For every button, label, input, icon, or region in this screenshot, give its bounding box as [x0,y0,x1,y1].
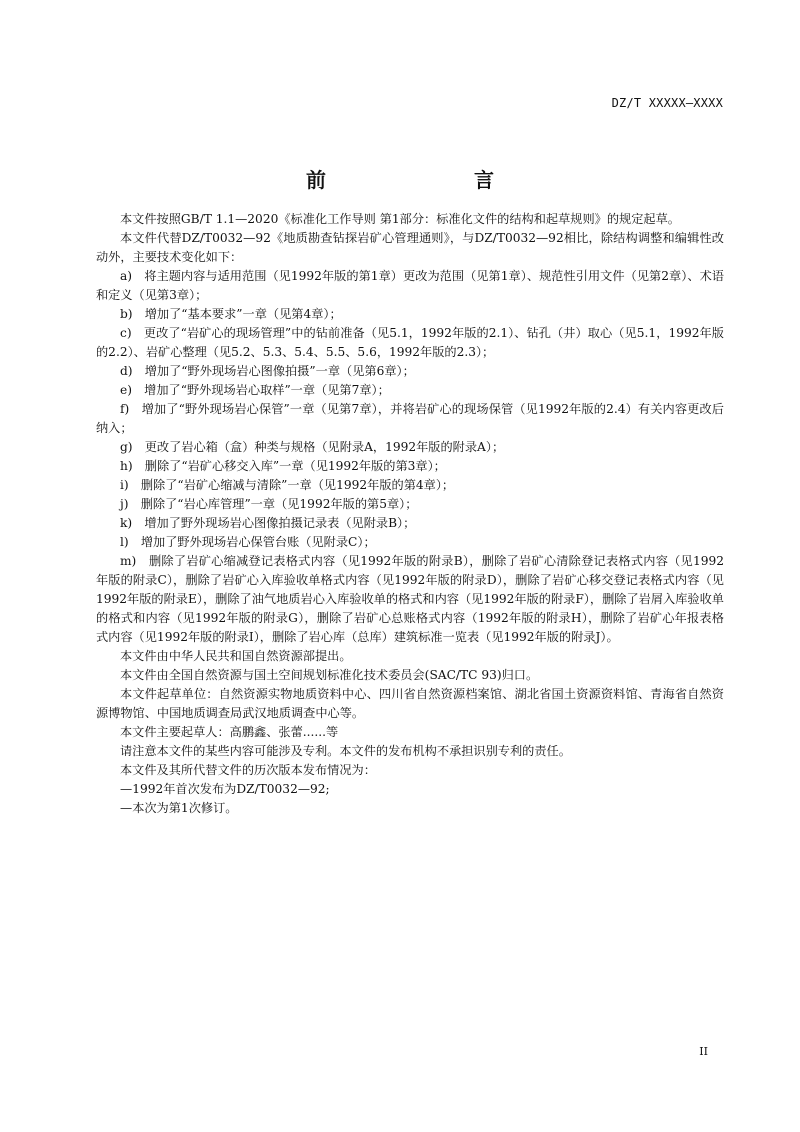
list-item-j: j) 删除了“岩心库管理”一章（见1992年版的第5章）； [120,497,418,511]
list-item-e: e) 增加了“野外现场岩心取样”一章（见第7章）； [120,383,390,397]
list-item-b: b) 增加了“基本要求”一章（见第4章）； [120,307,342,321]
paragraph-drafters: 本文件主要起草人：高鹏鑫、张蕾......等 [120,725,339,739]
history-item-revision: —本次为第1次修订。 [120,801,238,815]
paragraph-scope-basis: 本文件按照GB/T 1.1—2020《标准化工作导则 第1部分：标准化文件的结构和起草规则》的规定起草。 [120,212,680,226]
list-item-d: d) 增加了“野外现场岩心图像拍摄”一章（见第6章）； [120,364,415,378]
history-item-first: —1992年首次发布为DZ/T0032—92; [120,782,330,796]
list-item-c: c) 更改了“岩矿心的现场管理”中的钻前准备（见5.1，1992年版的2.1）、钻孔（井）取心（见5.1，1992年版的2.2）、岩矿心整理（见5.2、5.3、5.4、5.5、5.6，1992年版的2.3）； [96,326,724,359]
list-item-a: a) 将主题内容与适用范围（见1992年版的第1章）更改为范围（见第1章）、规范性引用文件（见第2章）、术语和定义（见第3章）； [96,269,724,302]
paragraph-replacement: 本文件代替DZ/T0032—92《地质勘查钻探岩矿心管理通则》，与DZ/T0032—92相比，除结构调整和编辑性改动外，主要技术变化如下： [96,231,724,264]
list-item-k: k) 增加了野外现场岩心图像拍摄记录表（见附录B）； [120,516,416,530]
paragraph-proposer: 本文件由中华人民共和国自然资源部提出。 [120,649,352,663]
list-item-i: i) 删除了“岩矿心缩减与清除”一章（见1992年版的第4章）； [120,478,455,492]
paragraph-committee: 本文件由全国自然资源与国土空间规划标准化技术委员会(SAC/TC 93)归口。 [120,668,539,682]
list-item-l: l) 增加了野外现场岩心保管台账（见附录C）； [120,535,376,549]
page-number: II [699,1045,708,1058]
list-item-h: h) 删除了“岩矿心移交入库”一章（见1992年版的第3章）； [120,459,446,473]
document-code: DZ/T XXXXX—XXXX [611,96,723,110]
page-title: 前 言 [306,168,530,192]
list-item-m: m) 删除了岩矿心缩减登记表格式内容（见1992年版的附录B），删除了岩矿心清除登记表格式内容（见1992年版的附录C），删除了岩矿心入库验收单格式内容（见1992年版的附录D），删除了岩矿心移交登记表格式内容（见1992年版的附录E），删除了油气地质岩心入库验收单的格式和内容（见1992年版的附录F），删除了岩屑入库验收单的格式和内容（见1992年版的附录G），删除了岩矿心总账格式内容（1992年版的附录H），删除了岩矿心年报表格式内容（见1992年版的附录I），删除了岩心库（总库）建筑标准一览表（见1992年版的附录J）。 [96,554,724,644]
list-item-f: f) 增加了“野外现场岩心保管”一章（见第7章），并将岩矿心的现场保管（见1992年版的2.4）有关内容更改后纳入； [96,402,724,435]
list-item-g: g) 更改了岩心箱（盒）种类与规格（见附录A，1992年版的附录A）； [120,440,505,454]
document-body [96,210,724,818]
paragraph-drafting-units: 本文件起草单位：自然资源实物地质资料中心、四川省自然资源档案馆、湖北省国土资源资料馆、青海省自然资源博物馆、中国地质调查局武汉地质调查中心等。 [96,687,724,720]
paragraph-patent-notice: 请注意本文件的某些内容可能涉及专利。本文件的发布机构不承担识别专利的责任。 [120,744,571,758]
paragraph-history-intro: 本文件及其所代替文件的历次版本发布情况为： [120,763,376,777]
